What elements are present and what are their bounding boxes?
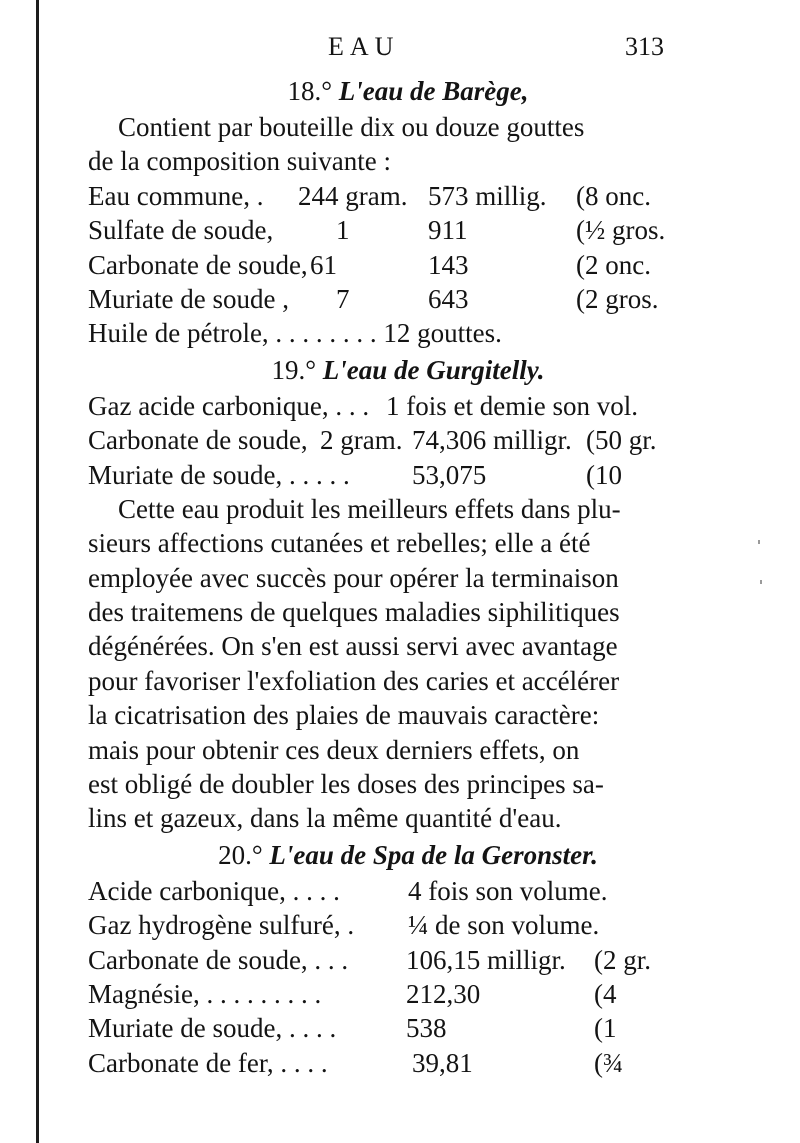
amount-old-unit: (2 gros. [576,283,659,314]
amount-old-unit: (2 gr. [594,944,651,975]
amount-old-unit: (10 [586,459,622,490]
ingredient-name: Gaz hydrogène sulfuré, . [88,910,355,941]
paragraph-line: de la composition suivante : [88,146,391,177]
table-row [88,213,688,247]
text-line [88,110,688,144]
page-header [88,22,688,72]
amount: 212,30 [406,978,481,1009]
text-line [88,698,688,732]
amount-old-unit: (50 gr. [586,425,657,456]
ingredient-name: Acide carbonique, . . . . [88,875,340,906]
section-title: L'eau de Barège, [338,76,529,106]
book-page [88,22,688,1080]
table-row [88,282,688,316]
ingredient-line: Huile de pétrole, . . . . . . . . 12 gouttes. [88,318,502,349]
amount-millig: 643 [428,283,469,314]
ingredient-name: Sulfate de soude, [88,215,274,246]
table-row [88,1046,688,1080]
amount-gram: 7 [336,283,350,314]
paragraph-line: employée avec succès pour opérer la terminaison [88,562,619,593]
amount: 1 fois et demie son vol. [386,390,638,421]
paragraph-line: Contient par bouteille dix ou douze gouttes [118,112,585,142]
amount-old-unit: (4 [594,978,617,1009]
table-row [88,389,688,423]
ingredient-name: Muriate de soude, . . . . [88,1013,337,1044]
ingredient-name: Carbonate de soude, [88,249,308,280]
amount-old-unit: (1 [594,1013,617,1044]
table-row [88,316,688,350]
ingredient-name: Magnésie, . . . . . . . . . [88,978,322,1009]
amount-gram: 1 [336,215,350,246]
table-row [88,1011,688,1045]
ingredient-name: Carbonate de soude, . . . [88,944,349,975]
table-row [88,423,688,457]
table-row [88,458,688,492]
amount-milligr: 74,306 milligr. [412,425,572,456]
page-binding-edge [36,0,39,1143]
ingredient-name: Eau commune, . [88,180,264,211]
amount: ¼ de son volume. [408,910,600,941]
amount-old-unit: (½ gros. [576,215,666,246]
amount-millig: 911 [428,215,468,246]
text-line [88,144,688,178]
ingredient-name: Carbonate de fer, . . . . [88,1047,328,1078]
amount: 39,81 [412,1047,473,1078]
text-line [88,629,688,663]
amount: 4 fois son volume. [408,875,608,906]
paragraph-line: sieurs affections cutanées et rebelles; elle a été [88,528,591,559]
amount: 538 [406,1013,447,1044]
amount-old-unit: (¾ [594,1047,624,1078]
text-line [88,733,688,767]
scan-speck [758,540,760,544]
table-row [88,908,688,942]
ingredient-name: Muriate de soude , [88,283,289,314]
table-row [88,943,688,977]
section-number: 19.° [271,354,317,385]
section-heading-19 [128,351,688,389]
ingredient-name: Muriate de soude, . . . . . [88,459,350,490]
text-line [88,561,688,595]
section-title: L'eau de Gurgitelly. [322,354,545,385]
text-line [88,767,688,801]
amount-millig: 143 [428,249,469,280]
table-row [88,248,688,282]
section-heading-20 [128,836,688,874]
running-title: EAU [328,32,400,61]
ingredient-name: Carbonate de soude, [88,425,308,456]
amount-old-unit: (2 onc. [576,249,651,280]
paragraph-line: la cicatrisation des plaies de mauvais caractère: [88,700,600,731]
amount: 106,15 milligr. [406,944,566,975]
amount-gram: 61 [310,249,337,280]
text-line [88,664,688,698]
paragraph-line: dégénérées. On s'en est aussi servi avec avantage [88,631,618,662]
text-line [88,526,688,560]
amount-gram: 2 gram. [320,425,403,456]
ingredient-name: Gaz acide carbonique, . . . [88,390,370,421]
amount-gram: 244 gram. [298,180,408,211]
paragraph-line: est obligé de doubler les doses des principes sa- [88,769,604,800]
amount-old-unit: (8 onc. [576,180,651,211]
paragraph-line: des traitemens de quelques maladies siphilitiques [88,597,620,628]
scan-speck [760,580,762,584]
table-row [88,874,688,908]
page-number: 313 [625,32,664,61]
text-line [88,595,688,629]
section-number: 18.° [287,76,333,106]
paragraph-line: pour favoriser l'exfoliation des caries et accélérer [88,665,620,696]
paragraph-line: lins et gazeux, dans la même quantité d'eau. [88,803,562,834]
paragraph-line: Cette eau produit les meilleurs effets dans plu- [118,493,621,524]
table-row [88,179,688,213]
table-row [88,977,688,1011]
section-title: L'eau de Spa de la Geronster. [269,839,598,870]
paragraph-line: mais pour obtenir ces deux derniers effets, on [88,734,580,765]
section-heading-18 [128,72,688,110]
text-line [88,492,688,526]
text-line [88,801,688,835]
amount-millig: 573 millig. [428,180,547,211]
amount-milligr: 53,075 [412,459,487,490]
section-number: 20.° [218,839,263,870]
